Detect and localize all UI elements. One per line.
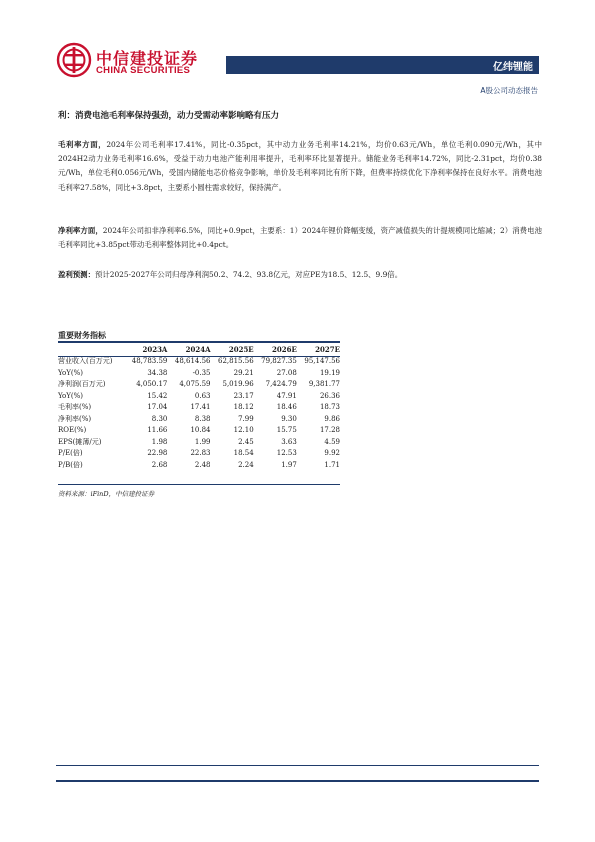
- table-cell: 7,424.79: [265, 380, 297, 388]
- table-cell: 11.66: [147, 426, 168, 434]
- forecast-paragraph: [58, 268, 542, 282]
- table-cell: 15.42: [147, 391, 168, 400]
- table-title: 重要财务指标: [58, 331, 106, 340]
- table-cell: 95,147.56: [304, 357, 340, 365]
- row-label: YoY(%): [58, 391, 83, 400]
- table-cell: -0.35: [192, 368, 211, 377]
- company-name: 亿纬锂能: [493, 62, 533, 73]
- table-cell: 27.08: [276, 368, 297, 377]
- table-row: [58, 414, 340, 426]
- row-label: ROE(%): [58, 426, 87, 434]
- table-cell: 2.68: [151, 460, 168, 469]
- column-header: [58, 343, 124, 356]
- table-row: [58, 356, 340, 368]
- table-cell: 9,381.77: [308, 380, 340, 388]
- column-header: 2024A: [185, 345, 211, 354]
- table-row: [58, 448, 340, 460]
- table-cell: 8.30: [151, 414, 168, 423]
- table-header-row: [58, 343, 340, 356]
- table-cell: 22.98: [147, 449, 168, 457]
- brand-name-en: CHINA SECURITIES: [96, 65, 191, 76]
- paragraph-text: 2024年公司扣非净利率6.5%，同比+0.9pct，主要系：1）2024年锂价降幅变缓，资产减值损失的计提规模同比缩减；2）消费电池毛利率同比+3.85pct带动毛利率整体同比+0.4pct。: [58, 226, 542, 250]
- table-cell: 3.63: [281, 437, 297, 446]
- table-cell: 34.38: [147, 368, 168, 377]
- table-cell: 47.91: [276, 391, 297, 400]
- table-cell: 8.38: [194, 414, 211, 423]
- table-row: [58, 437, 340, 449]
- table-row: [58, 368, 340, 380]
- table-cell: 9.30: [281, 414, 297, 423]
- table-cell: 2.48: [194, 460, 211, 469]
- net-margin-paragraph: [58, 224, 542, 252]
- table-cell: 4.59: [324, 437, 340, 446]
- table-source: 资料来源：iFinD，中信建投证券: [58, 490, 155, 498]
- row-label: 营业收入(百万元): [58, 357, 113, 365]
- table-cell: 1.99: [194, 437, 211, 446]
- china-securities-logo-icon: [56, 42, 92, 78]
- paragraph-text: 2024年公司毛利率17.41%，同比-0.35pct，其中动力业务毛利率14.21%，均价0.63元/Wh，单位毛利0.090元/Wh，其中2024H2动力业务毛利率16.6%，受益于动力电池产能利用率提升，毛利率环比显著提升。储能业务毛利率14.72%，同比-2.31pct，均价0.38元/Wh，单位毛利0.056元/Wh，受国内储能电芯价格竞争影响，单价及毛利率同比有所下降，但费率持续优化下净利率保持在良好水平。消费电池毛利率27.58%，同比+3.8pct，主要系小圆柱需求较好，保持满产。: [58, 140, 542, 192]
- table-cell: 1.71: [324, 460, 340, 469]
- column-header: 2025E: [228, 345, 254, 354]
- table-row: [58, 425, 340, 437]
- column-header: 2023A: [142, 345, 168, 354]
- row-label: 毛利率(%): [58, 403, 92, 411]
- table-row: [58, 379, 340, 391]
- table-cell: 7.99: [238, 414, 254, 423]
- footer-rule-thick: [56, 780, 539, 782]
- table-cell: 4,075.59: [179, 380, 211, 388]
- row-label: 净利率(%): [58, 414, 92, 423]
- table-cell: 26.36: [319, 391, 340, 400]
- footer-rule: [56, 765, 539, 766]
- table-row: [58, 402, 340, 414]
- header-bar: [226, 56, 539, 74]
- paragraph-lead: 毛利率方面，: [58, 140, 107, 149]
- row-label: P/E(倍): [58, 449, 83, 457]
- table-cell: 10.84: [190, 426, 211, 434]
- row-label: EPS(摊薄/元): [58, 437, 102, 446]
- row-label: YoY(%): [58, 368, 83, 377]
- table-cell: 5,019.96: [222, 380, 254, 388]
- table-cell: 23.17: [233, 391, 254, 400]
- row-label: P/B(倍): [58, 460, 83, 469]
- paragraph-lead: 盈利预测：: [58, 270, 95, 279]
- table-row: [58, 391, 340, 403]
- table-cell: 1.97: [281, 460, 297, 469]
- gross-margin-paragraph: [58, 138, 542, 195]
- report-type: A股公司动态报告: [480, 86, 538, 95]
- table-cell: 19.19: [319, 368, 340, 377]
- table-row: [58, 460, 340, 472]
- table-body: [58, 356, 340, 471]
- table-cell: 2.45: [238, 437, 254, 446]
- table-cell: 18.54: [233, 449, 254, 457]
- table-cell: 48,614.56: [174, 357, 211, 365]
- table-cell: 18.46: [276, 403, 297, 411]
- table-bottom-rule: [58, 484, 340, 485]
- table-cell: 48,783.59: [131, 357, 168, 365]
- table-cell: 79,827.35: [261, 357, 297, 365]
- column-header: 2026E: [271, 345, 297, 354]
- table-cell: 62,815.56: [218, 357, 254, 365]
- column-header: 2027E: [315, 345, 340, 354]
- paragraph-text: 预计2025-2027年公司归母净利润50.2、74.2、93.8亿元，对应PE为18.5、12.5、9.9倍。: [94, 270, 403, 279]
- table-cell: 17.28: [319, 426, 340, 434]
- paragraph-lead: 净利率方面，: [58, 226, 103, 235]
- table-cell: 2.24: [238, 460, 254, 469]
- table-cell: 15.75: [276, 426, 297, 434]
- table-cell: 1.98: [151, 437, 168, 446]
- brand-name-cn: 中信建投证券: [96, 49, 199, 68]
- table-cell: 22.83: [190, 449, 211, 457]
- section-title: 利：消费电池毛利率保持强劲，动力受需动率影响略有压力: [58, 111, 280, 121]
- row-label: 净利润(百万元): [58, 380, 106, 388]
- table-cell: 9.92: [324, 449, 340, 457]
- table-cell: 17.04: [147, 403, 168, 411]
- table-cell: 4,050.17: [136, 380, 168, 388]
- table-cell: 18.73: [319, 403, 340, 411]
- table-cell: 9.86: [324, 414, 340, 423]
- table-cell: 17.41: [190, 403, 211, 411]
- table-cell: 29.21: [233, 368, 254, 377]
- table-cell: 0.63: [194, 391, 211, 400]
- table-cell: 18.12: [233, 403, 254, 411]
- table-cell: 12.53: [276, 449, 297, 457]
- table-header-rule: [58, 356, 340, 357]
- table-cell: 12.10: [233, 426, 254, 434]
- financial-indicators-table: [58, 343, 340, 471]
